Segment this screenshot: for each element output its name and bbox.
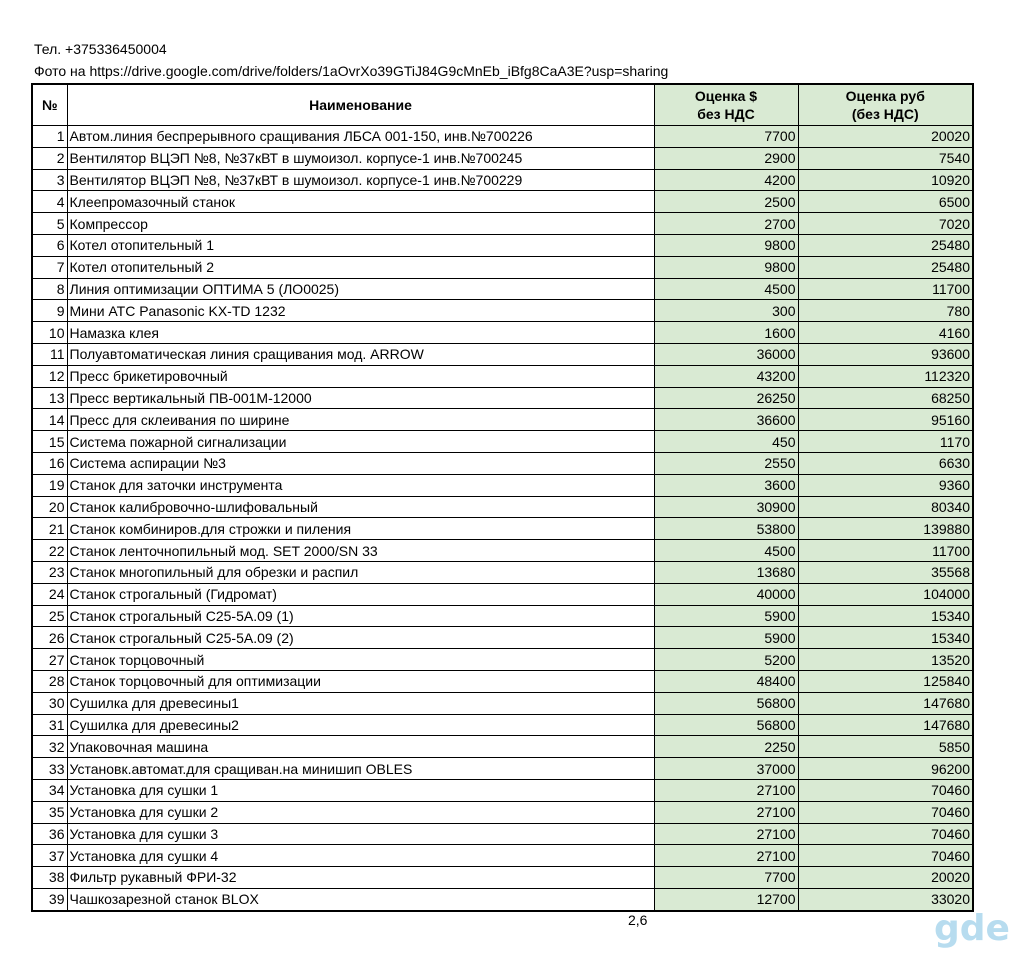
row-value-rub: 15340 xyxy=(798,605,973,627)
table-row xyxy=(32,213,973,235)
row-number: 10 xyxy=(32,322,67,344)
row-value-rub: 15340 xyxy=(798,627,973,649)
table-row xyxy=(32,736,973,758)
row-value-usd: 7700 xyxy=(654,126,798,148)
table-row xyxy=(32,888,973,910)
row-name: Вентилятор ВЦЭП №8, №37кВТ в шумоизол. корпусе-1 инв.№700245 xyxy=(67,147,654,169)
table-row xyxy=(32,627,973,649)
row-value-rub: 6500 xyxy=(798,191,973,213)
table-row xyxy=(32,518,973,540)
table-row xyxy=(32,758,973,780)
row-name: Компрессор xyxy=(67,213,654,235)
row-name: Станок ленточнопильный мод. SET 2000/SN 33 xyxy=(67,540,654,562)
row-value-rub: 20020 xyxy=(798,126,973,148)
row-number: 37 xyxy=(32,845,67,867)
row-number: 14 xyxy=(32,409,67,431)
table-row xyxy=(32,126,973,148)
table-row xyxy=(32,343,973,365)
row-name: Станок строгальный (Гидромат) xyxy=(67,583,654,605)
row-number: 3 xyxy=(32,169,67,191)
row-name: Станок для заточки инструмента xyxy=(67,474,654,496)
row-name: Станок комбиниров.для строжки и пиления xyxy=(67,518,654,540)
row-value-rub: 11700 xyxy=(798,540,973,562)
row-number: 32 xyxy=(32,736,67,758)
row-name: Станок строгальный С25-5А.09 (2) xyxy=(67,627,654,649)
row-name: Установка для сушки 4 xyxy=(67,845,654,867)
table-row xyxy=(32,670,973,692)
row-value-usd: 36000 xyxy=(654,343,798,365)
row-value-rub: 6630 xyxy=(798,452,973,474)
row-name: Чашкозарезной станок BLOX xyxy=(67,888,654,910)
row-value-rub: 70460 xyxy=(798,823,973,845)
row-value-rub: 80340 xyxy=(798,496,973,518)
row-name: Клеепромазочный станок xyxy=(67,191,654,213)
table-row xyxy=(32,409,973,431)
row-number: 33 xyxy=(32,758,67,780)
row-value-rub: 11700 xyxy=(798,278,973,300)
row-number: 1 xyxy=(32,126,67,148)
row-number: 6 xyxy=(32,234,67,256)
table-row xyxy=(32,234,973,256)
row-value-rub: 4160 xyxy=(798,322,973,344)
table-row xyxy=(32,714,973,736)
table-row xyxy=(32,169,973,191)
row-value-rub: 93600 xyxy=(798,343,973,365)
row-number: 13 xyxy=(32,387,67,409)
row-number: 8 xyxy=(32,278,67,300)
row-name: Станок торцовочный xyxy=(67,649,654,671)
row-value-usd: 56800 xyxy=(654,714,798,736)
row-number: 36 xyxy=(32,823,67,845)
row-value-rub: 125840 xyxy=(798,670,973,692)
row-value-rub: 104000 xyxy=(798,583,973,605)
row-value-rub: 7020 xyxy=(798,213,973,235)
row-name: Станок многопильный для обрезки и распил xyxy=(67,561,654,583)
row-number: 15 xyxy=(32,431,67,453)
row-number: 39 xyxy=(32,888,67,910)
row-name: Пресс брикетировочный xyxy=(67,365,654,387)
table-row xyxy=(32,431,973,453)
row-value-rub: 13520 xyxy=(798,649,973,671)
row-value-rub: 139880 xyxy=(798,518,973,540)
row-number: 38 xyxy=(32,867,67,889)
column-header-rub-line2: (без НДС) xyxy=(851,106,919,122)
row-number: 16 xyxy=(32,452,67,474)
table-row xyxy=(32,387,973,409)
row-value-rub: 5850 xyxy=(798,736,973,758)
row-value-usd: 37000 xyxy=(654,758,798,780)
row-name: Установк.автомат.для сращиван.на минишип OBLES xyxy=(67,758,654,780)
row-number: 34 xyxy=(32,779,67,801)
table-row xyxy=(32,256,973,278)
table-row xyxy=(32,191,973,213)
row-number: 12 xyxy=(32,365,67,387)
row-name: Упаковочная машина xyxy=(67,736,654,758)
row-value-rub: 25480 xyxy=(798,256,973,278)
row-value-usd: 12700 xyxy=(654,888,798,910)
column-header-usd-line1: Оценка $ xyxy=(694,88,758,104)
row-number: 26 xyxy=(32,627,67,649)
row-value-usd: 27100 xyxy=(654,779,798,801)
row-value-usd: 48400 xyxy=(654,670,798,692)
row-number: 9 xyxy=(32,300,67,322)
row-name: Установка для сушки 2 xyxy=(67,801,654,823)
row-number: 30 xyxy=(32,692,67,714)
table-row xyxy=(32,649,973,671)
row-value-rub: 112320 xyxy=(798,365,973,387)
row-name: Вентилятор ВЦЭП №8, №37кВТ в шумоизол. корпусе-1 инв.№700229 xyxy=(67,169,654,191)
row-value-usd: 36600 xyxy=(654,409,798,431)
table-row xyxy=(32,692,973,714)
row-value-usd: 43200 xyxy=(654,365,798,387)
phone-line: Тел. +375336450004 xyxy=(34,41,167,57)
row-value-usd: 2550 xyxy=(654,452,798,474)
row-value-rub: 70460 xyxy=(798,801,973,823)
row-number: 20 xyxy=(32,496,67,518)
row-name: Установка для сушки 1 xyxy=(67,779,654,801)
table-row xyxy=(32,779,973,801)
row-value-rub: 9360 xyxy=(798,474,973,496)
row-value-usd: 2500 xyxy=(654,191,798,213)
table-row xyxy=(32,300,973,322)
row-value-rub: 68250 xyxy=(798,387,973,409)
row-number: 19 xyxy=(32,474,67,496)
row-number: 22 xyxy=(32,540,67,562)
row-name: Установка для сушки 3 xyxy=(67,823,654,845)
table-row xyxy=(32,496,973,518)
row-value-rub: 33020 xyxy=(798,888,973,910)
table-row xyxy=(32,474,973,496)
row-value-usd: 27100 xyxy=(654,801,798,823)
row-number: 27 xyxy=(32,649,67,671)
row-value-usd: 13680 xyxy=(654,561,798,583)
column-header-num: № xyxy=(32,84,67,126)
row-name: Фильтр рукавный ФРИ-32 xyxy=(67,867,654,889)
table-row xyxy=(32,605,973,627)
row-value-usd: 2250 xyxy=(654,736,798,758)
equipment-table xyxy=(31,83,974,912)
row-name: Мини АТС Panasonic KX-TD 1232 xyxy=(67,300,654,322)
row-name: Сушилка для древесины1 xyxy=(67,692,654,714)
row-value-rub: 780 xyxy=(798,300,973,322)
row-value-rub: 25480 xyxy=(798,234,973,256)
row-number: 4 xyxy=(32,191,67,213)
row-value-rub: 10920 xyxy=(798,169,973,191)
row-name: Станок калибровочно-шлифовальный xyxy=(67,496,654,518)
table-row xyxy=(32,561,973,583)
row-value-rub: 20020 xyxy=(798,867,973,889)
row-name: Автом.линия беспрерывного сращивания ЛБСА 001-150, инв.№700226 xyxy=(67,126,654,148)
column-header-name: Наименование xyxy=(67,84,654,126)
row-value-usd: 53800 xyxy=(654,518,798,540)
row-value-usd: 4500 xyxy=(654,278,798,300)
row-name: Линия оптимизации ОПТИМА 5 (ЛО0025) xyxy=(67,278,654,300)
row-number: 28 xyxy=(32,670,67,692)
table-header-row xyxy=(32,84,973,126)
table-row xyxy=(32,147,973,169)
row-number: 21 xyxy=(32,518,67,540)
row-number: 31 xyxy=(32,714,67,736)
row-number: 11 xyxy=(32,343,67,365)
row-name: Пресс вертикальный ПВ-001М-12000 xyxy=(67,387,654,409)
row-number: 35 xyxy=(32,801,67,823)
row-value-usd: 27100 xyxy=(654,823,798,845)
row-number: 25 xyxy=(32,605,67,627)
row-number: 5 xyxy=(32,213,67,235)
row-value-usd: 7700 xyxy=(654,867,798,889)
table-row xyxy=(32,845,973,867)
row-value-usd: 26250 xyxy=(654,387,798,409)
row-value-rub: 147680 xyxy=(798,714,973,736)
table-row xyxy=(32,322,973,344)
row-value-usd: 9800 xyxy=(654,234,798,256)
row-value-usd: 300 xyxy=(654,300,798,322)
column-header-usd xyxy=(654,84,798,126)
row-name: Намазка клея xyxy=(67,322,654,344)
table-row xyxy=(32,365,973,387)
row-value-usd: 27100 xyxy=(654,845,798,867)
row-number: 23 xyxy=(32,561,67,583)
row-value-usd: 4500 xyxy=(654,540,798,562)
row-number: 2 xyxy=(32,147,67,169)
table-row xyxy=(32,540,973,562)
row-name: Пресс для склеивания по ширине xyxy=(67,409,654,431)
row-name: Полуавтоматическая линия сращивания мод. ARROW xyxy=(67,343,654,365)
table-row xyxy=(32,867,973,889)
row-value-rub: 1170 xyxy=(798,431,973,453)
photo-link-line: Фото на https://drive.google.com/drive/folders/1aOvrXo39GTiJ84G9cMnEb_iBfg8CaA3E?usp=sharing xyxy=(34,63,669,79)
row-value-usd: 3600 xyxy=(654,474,798,496)
row-name: Система пожарной сигнализации xyxy=(67,431,654,453)
row-value-usd: 450 xyxy=(654,431,798,453)
row-value-rub: 70460 xyxy=(798,779,973,801)
row-value-rub: 96200 xyxy=(798,758,973,780)
table-body xyxy=(32,126,973,911)
row-value-usd: 1600 xyxy=(654,322,798,344)
row-number: 24 xyxy=(32,583,67,605)
row-name: Система аспирации №3 xyxy=(67,452,654,474)
row-value-rub: 70460 xyxy=(798,845,973,867)
row-value-rub: 147680 xyxy=(798,692,973,714)
table-row xyxy=(32,452,973,474)
table-row xyxy=(32,583,973,605)
row-name: Сушилка для древесины2 xyxy=(67,714,654,736)
row-value-usd: 4200 xyxy=(654,169,798,191)
row-name: Станок торцовочный для оптимизации xyxy=(67,670,654,692)
table-row xyxy=(32,823,973,845)
row-value-usd: 30900 xyxy=(654,496,798,518)
row-value-rub: 7540 xyxy=(798,147,973,169)
row-number: 7 xyxy=(32,256,67,278)
row-name: Станок строгальный С25-5А.09 (1) xyxy=(67,605,654,627)
row-value-usd: 5900 xyxy=(654,627,798,649)
row-value-usd: 9800 xyxy=(654,256,798,278)
row-value-usd: 40000 xyxy=(654,583,798,605)
table-row xyxy=(32,801,973,823)
row-name: Котел отопительный 1 xyxy=(67,234,654,256)
row-value-usd: 2900 xyxy=(654,147,798,169)
column-header-usd-line2: без НДС xyxy=(697,106,755,122)
column-header-rub-line1: Оценка руб xyxy=(845,88,925,104)
row-value-usd: 56800 xyxy=(654,692,798,714)
table-row xyxy=(32,278,973,300)
watermark-logo: gde xyxy=(934,908,1010,949)
row-value-usd: 5200 xyxy=(654,649,798,671)
page-number: 2,6 xyxy=(628,912,648,928)
row-value-rub: 35568 xyxy=(798,561,973,583)
row-name: Котел отопительный 2 xyxy=(67,256,654,278)
row-value-usd: 2700 xyxy=(654,213,798,235)
column-header-rub xyxy=(798,84,973,126)
row-value-rub: 95160 xyxy=(798,409,973,431)
row-value-usd: 5900 xyxy=(654,605,798,627)
